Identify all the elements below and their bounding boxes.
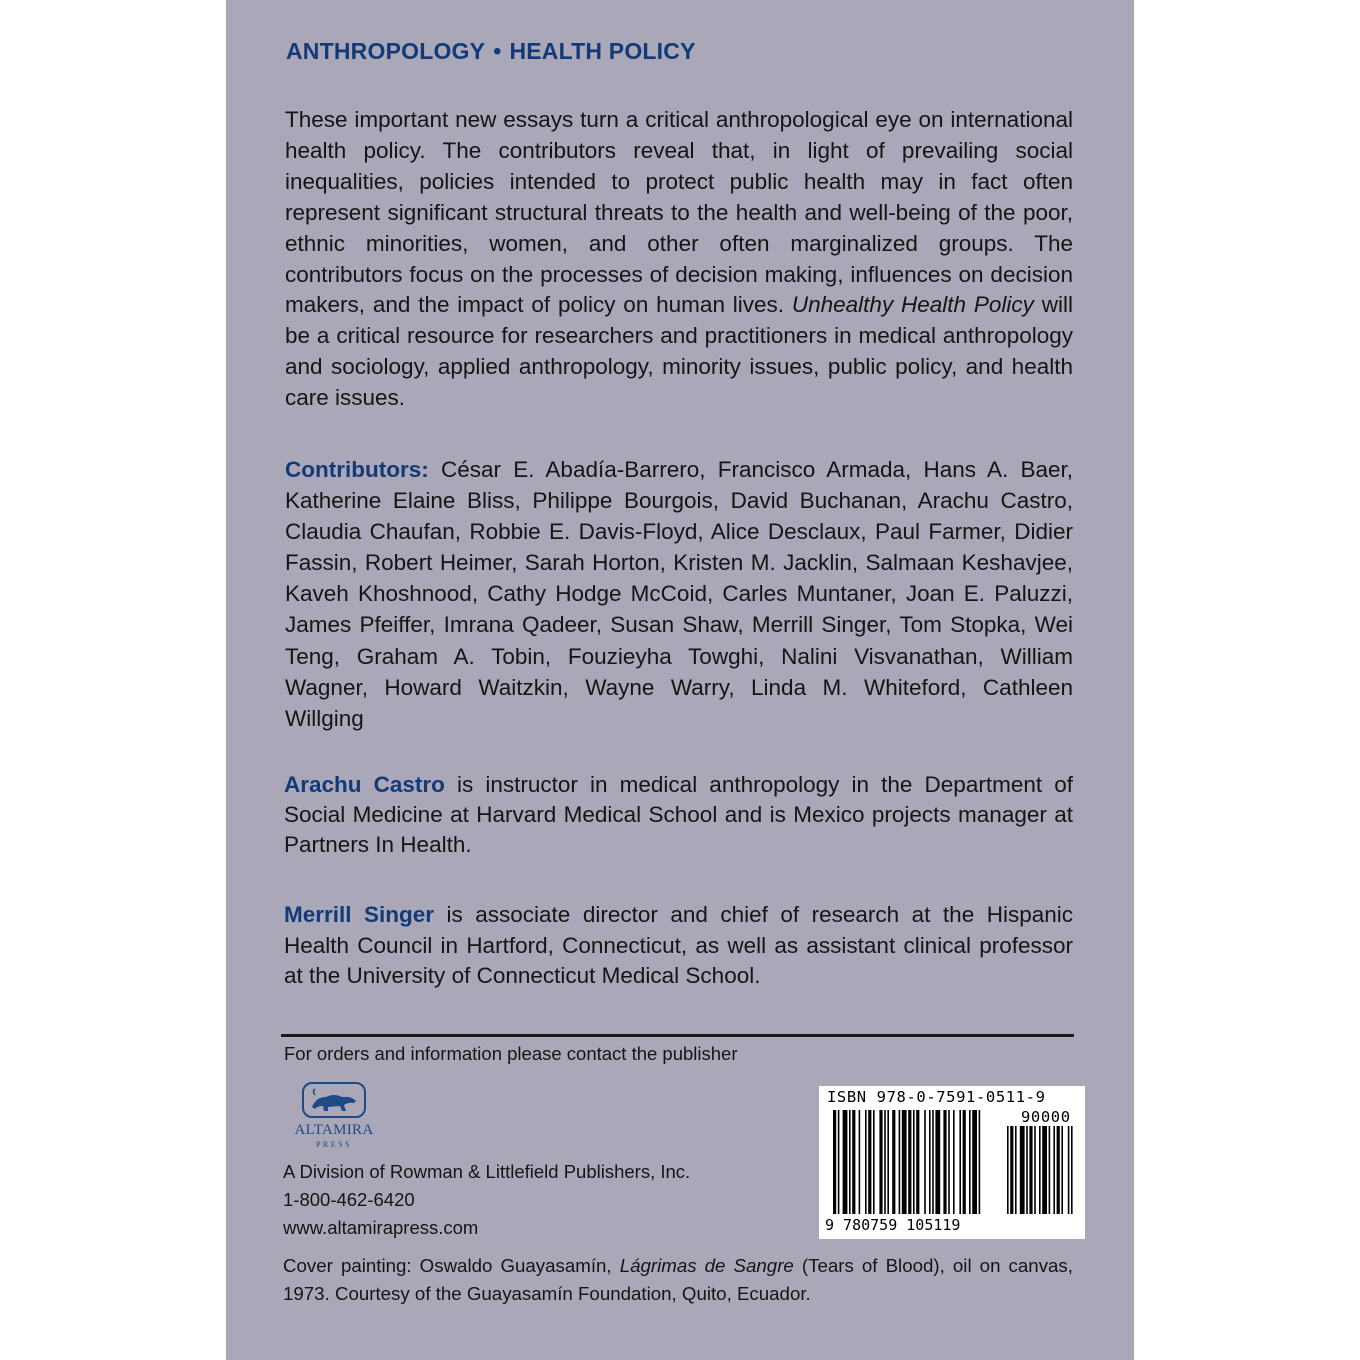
logo-name: ALTAMIRA — [294, 1122, 374, 1138]
barcode-bar — [1026, 1126, 1028, 1214]
barcode-bar — [1039, 1126, 1041, 1214]
barcode-bar — [1053, 1126, 1055, 1214]
publisher-website: www.altamirapress.com — [283, 1217, 479, 1238]
price-code: 90000 — [1021, 1108, 1071, 1126]
barcode-bar — [935, 1110, 940, 1214]
isbn-number: ISBN 978-0-7591-0511-9 — [827, 1088, 1046, 1106]
barcode-bar — [1020, 1126, 1025, 1214]
barcode-bar — [1015, 1126, 1017, 1214]
barcode-bar — [1010, 1126, 1013, 1214]
editor-name: Merrill Singer — [284, 902, 435, 927]
barcode-bar — [852, 1110, 855, 1214]
publisher-info — [283, 1158, 690, 1242]
barcode-bar — [838, 1110, 840, 1214]
barcode-bar — [892, 1110, 895, 1214]
painting-title: Lágrimas de Sangre — [619, 1255, 794, 1276]
barcode-bar — [924, 1110, 926, 1214]
editor-name: Arachu Castro — [284, 772, 445, 797]
credit-prefix: Cover painting: Oswaldo Guayasamín, — [283, 1255, 612, 1276]
barcode-bar — [979, 1110, 981, 1214]
barcode-bar — [873, 1110, 875, 1214]
barcode-panel — [819, 1086, 1085, 1239]
barcode-bar — [902, 1110, 907, 1214]
barcode-bar — [899, 1110, 901, 1214]
ean-digits: 9 780759 105119 — [825, 1216, 961, 1234]
logo-press: PRESS — [315, 1140, 353, 1149]
category-health-policy: HEALTH POLICY — [509, 38, 696, 64]
contributors-names: César E. Abadía-Barrero, Francisco Armada, Hans A. Baer, Katherine Elaine Bliss, Philippe Bourgois, David Buchanan, Arachu Castro, Claudia Chaufan, Robbie E. Davis-Floyd, Alice Desclaux, Paul Farmer, Didier Fassin, Robert Heimer, Sarah Horton, Kristen M. Jacklin, Salmaan Keshavjee, Kaveh Khoshnood, Cathy Hodge McCoid, Carles Muntaner, Joan E. Paluzzi, James Pfeiffer, Imrana Qadeer, Susan Shaw, Merrill Singer, Tom Stopka, Wei Teng, Graham A. Tobin, Fouzieyha Towghi, Nalini Visvanathan, William Wagner, Howard Waitzkin, Wayne Warry, Linda M. Whiteford, Cathleen Willging — [285, 457, 1073, 731]
category-heading — [286, 38, 696, 65]
barcode-bar — [849, 1110, 851, 1214]
editor-bio-singer — [284, 900, 1073, 992]
barcode-bar — [1007, 1126, 1009, 1214]
barcode-bar — [1029, 1126, 1032, 1214]
category-anthropology: ANTHROPOLOGY — [286, 38, 486, 64]
barcode-bar — [1068, 1126, 1070, 1214]
altamira-press-logo — [282, 1079, 386, 1153]
barcode-bar — [948, 1110, 950, 1214]
barcode-bar — [943, 1110, 946, 1214]
barcode-bar — [1057, 1126, 1060, 1214]
barcode-bar — [963, 1110, 966, 1214]
barcode-bar — [859, 1110, 861, 1214]
publisher-division: A Division of Rowman & Littlefield Publishers, Inc. — [283, 1161, 691, 1182]
barcode-bar — [1034, 1126, 1036, 1214]
description-text-end: will be a critical resource for researchers and practitioners in medical anthropology and sociology, applied anthropology, minority issues, public policy, and health care issues. — [285, 292, 1073, 411]
barcode-bar — [879, 1110, 882, 1214]
barcode-bar — [868, 1110, 871, 1214]
barcode-bar — [969, 1110, 971, 1214]
altamira-logo-icon — [282, 1079, 386, 1153]
contributors-list — [285, 454, 1073, 734]
barcode-bar — [1061, 1126, 1063, 1214]
barcode-bar — [932, 1110, 934, 1214]
category-separator: • — [493, 38, 502, 64]
barcode-bar — [908, 1110, 911, 1214]
barcode-bar — [884, 1110, 886, 1214]
description-text: These important new essays turn a critical anthropological eye on international health policy. The contributors reveal that, in light of prevailing social inequalities, policies intended to protect public health may in fact often represent significant structural threats to the health and well-being of the poor, ethnic minorities, women, and other often marginalized groups. The contributors focus on the processes of decision making, influences on decision makers, and the impact of policy on human lives. — [285, 107, 1073, 318]
barcode-bar — [913, 1110, 915, 1214]
barcode-bar — [865, 1110, 867, 1214]
barcode-bar — [843, 1110, 848, 1214]
credit-suffix: (Tears of Blood), oil on canvas, 1973. Courtesy of the Guayasamín Foundation, Quito, Ecuador. — [283, 1255, 1073, 1304]
editor-bio-text: is associate director and chief of research at the Hispanic Health Council in Hartford, Connecticut, as well as assistant clinical professor at the University of Connecticut Medical School. — [284, 902, 1073, 988]
barcode-bar — [953, 1110, 955, 1214]
barcode-bar — [916, 1110, 919, 1214]
orders-line: For orders and information please contact the publisher — [284, 1043, 738, 1064]
barcode-bar — [1049, 1126, 1051, 1214]
book-description — [285, 105, 1073, 414]
cover-credit — [283, 1252, 1073, 1308]
barcode-bar — [959, 1110, 961, 1214]
barcode-bar — [887, 1110, 889, 1214]
contributors-label: Contributors: — [285, 457, 429, 482]
editor-bio-text: is instructor in medical anthropology in the Department of Social Medicine at Harvard Medical School and is Mexico projects manager at Partners In Health. — [284, 772, 1073, 857]
book-title: Unhealthy Health Policy — [791, 292, 1034, 318]
barcode-bar — [929, 1110, 931, 1214]
barcode-bar — [833, 1110, 836, 1214]
barcode-bar — [1071, 1126, 1073, 1214]
divider-rule — [281, 1034, 1074, 1037]
editor-bio-castro — [284, 770, 1073, 860]
barcode-bar — [1042, 1126, 1047, 1214]
barcode-bar — [972, 1110, 977, 1214]
publisher-phone: 1-800-462-6420 — [283, 1189, 415, 1210]
